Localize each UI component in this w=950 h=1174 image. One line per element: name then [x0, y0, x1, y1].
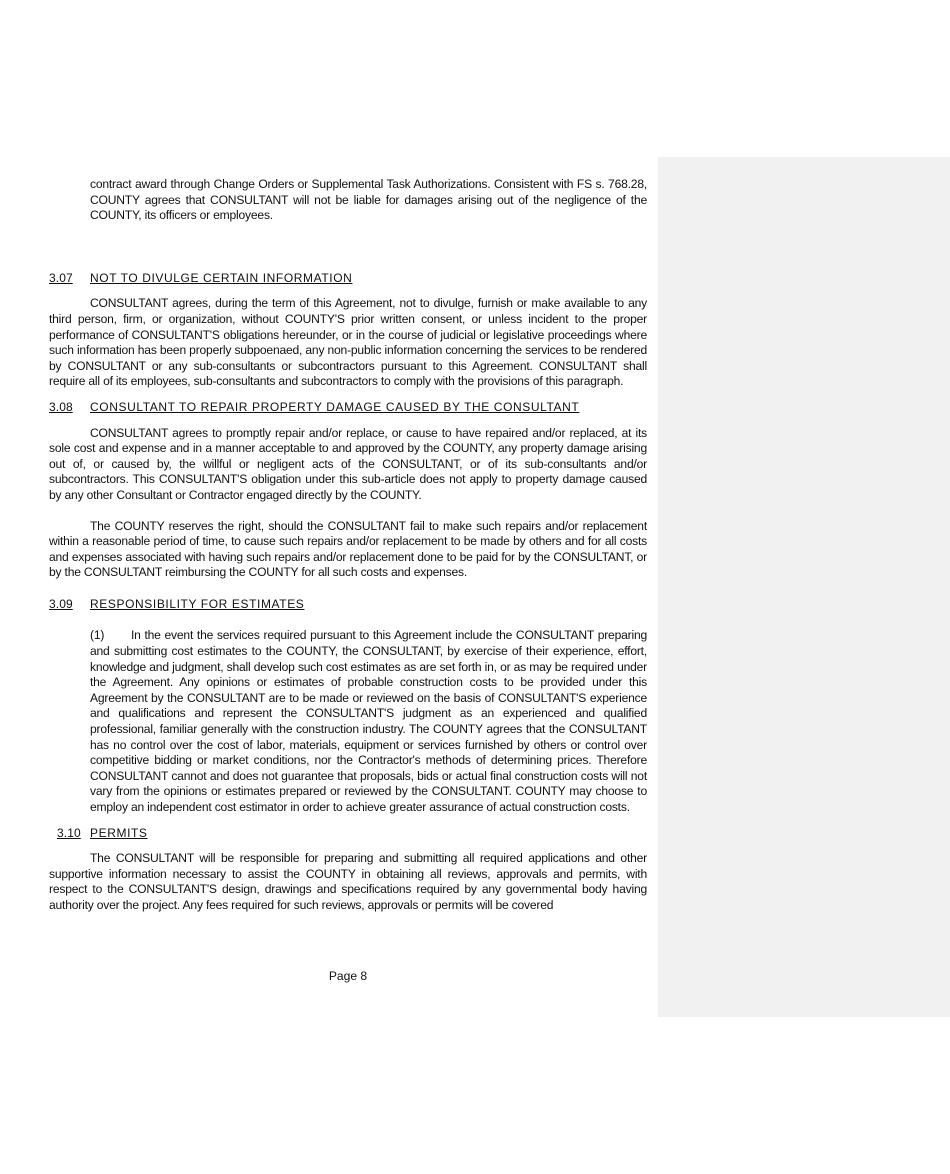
- section-heading-3-08: [49, 400, 647, 416]
- section-number: 3.10: [57, 825, 81, 840]
- item-text: In the event the services required pursuant to this Agreement include the CONSULTANT preparing and submitting cost estimates to the COUNTY, the CONSULTANT, by exercise of their experience, effort, knowledge and judgment, shall develop such cost estimates as are set forth in, or as may be required under the Agreement. Any opinions or estimates of probable construction costs to be provided under this Agreement by the CONSULTANT are to be made or reviewed on the basis of CONSULTANT'S experience and qualifications and represent the CONSULTANT'S judgment as an experienced and qualified professional, familiar generally with the construction industry. The COUNTY agrees that the CONSULTANT has no control over the cost of labor, materials, equipment or services furnished by others or control over competitive bidding or market conditions, nor the Contractor's methods of determining prices. Therefore CONSULTANT cannot and does not guarantee that proposals, bids or actual final construction costs will not vary from the opinions or estimates prepared or reviewed by the CONSULTANT. COUNTY may choose to employ an independent cost estimator in order to achieve greater assurance of actual construction costs.: [90, 628, 647, 814]
- section-heading-3-09: [49, 597, 647, 613]
- section-3-10-paragraph: The CONSULTANT will be responsible for preparing and submitting all required applications and other supportive information necessary to assist the COUNTY in obtaining all reviews, approvals and permits, with respect to the CONSULTANT'S design, drawings and specifications required by any governmental body having authority over the project. Any fees required for such reviews, approvals or permits will be covered: [49, 851, 647, 912]
- section-number: 3.07: [49, 270, 73, 285]
- section-title: PERMITS: [90, 825, 148, 840]
- page-number: Page 8: [328, 969, 368, 983]
- section-3-08-paragraph-1: CONSULTANT agrees to promptly repair and/or replace, or cause to have repaired and/or replaced, at its sole cost and expense and in a manner acceptable to and approved by the COUNTY, any property damage arising out of, or caused by, the willful or negligent acts of the CONSULTANT, or of its sub-consultants and/or subcontractors. This CONSULTANT'S obligation under this sub-article does not apply to property damage caused by any other Consultant or Contractor engaged directly by the COUNTY.: [49, 425, 647, 502]
- continuation-paragraph: contract award through Change Orders or Supplemental Task Authorizations. Consistent with FS s. 768.28, COUNTY agrees that CONSULTANT will not be liable for damages arising out of the negligence of the COUNTY, its officers or employees.: [90, 177, 647, 223]
- section-3-07-paragraph: CONSULTANT agrees, during the term of this Agreement, not to divulge, furnish or make available to any third person, firm, or organization, without COUNTY'S prior written consent, or unless incident to the proper performance of CONSULTANT'S obligations hereunder, or in the course of judicial or legislative proceedings where such information has been properly subpoenaed, any non-public information concerning the services to be rendered by CONSULTANT or any sub-consultants or subcontractors pursuant to this Agreement. CONSULTANT shall require all of its employees, sub-consultants and subcontractors to comply with the provisions of this paragraph.: [49, 296, 647, 389]
- section-heading-3-10: [49, 826, 647, 842]
- section-title: CONSULTANT TO REPAIR PROPERTY DAMAGE CAUSED BY THE CONSULTANT: [90, 399, 580, 414]
- section-heading-3-07: [49, 271, 647, 287]
- item-label: (1): [90, 628, 105, 643]
- section-title: RESPONSIBILITY FOR ESTIMATES: [90, 596, 305, 611]
- section-3-09-item-1: [90, 628, 647, 815]
- comment-pane: [658, 157, 950, 1017]
- section-3-08-paragraph-2: The COUNTY reserves the right, should the CONSULTANT fail to make such repairs and/or replacement within a reasonable period of time, to cause such repairs and/or replacement to be made by others and for all costs and expenses associated with having such repairs and/or replacement done to be paid for by the CONSULTANT, or by the CONSULTANT reimbursing the COUNTY for all such costs and expenses.: [49, 518, 647, 580]
- section-number: 3.08: [49, 399, 73, 414]
- section-number: 3.09: [49, 596, 73, 611]
- section-title: NOT TO DIVULGE CERTAIN INFORMATION: [90, 270, 353, 285]
- document-page: [49, 177, 647, 914]
